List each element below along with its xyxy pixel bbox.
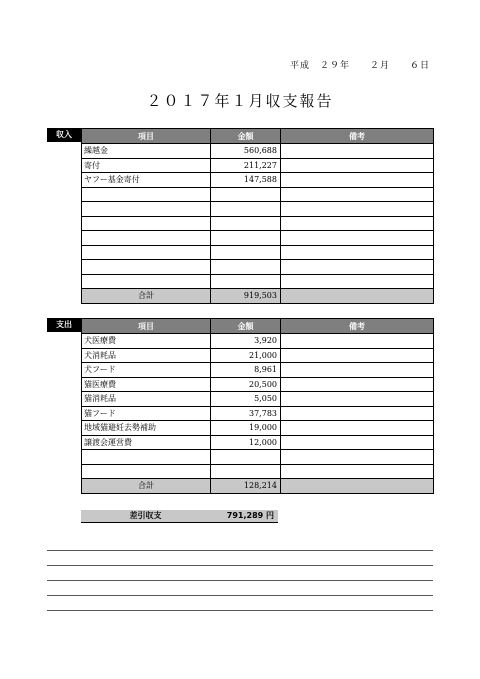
cell-item: 犬医療費 (82, 334, 211, 349)
total-amount: 919,503 (211, 289, 281, 304)
cell-note (281, 274, 434, 289)
cell-note (281, 377, 434, 392)
cell-amount: 147,588 (211, 173, 281, 188)
cell-amount: 37,783 (211, 406, 281, 421)
cell-item: 地域猫避妊去勢補助 (82, 421, 211, 436)
header-amount: 金額 (211, 319, 281, 334)
total-note (281, 479, 434, 494)
total-label: 合計 (82, 289, 211, 304)
table-row (82, 260, 434, 275)
table-row (82, 144, 434, 159)
net-balance-value: 791,289 円 (226, 511, 274, 520)
cell-note (281, 231, 434, 246)
report-date: 平成 ２９年 ２月 ６日 (289, 61, 430, 71)
table-row (82, 421, 434, 436)
header-item: 項目 (82, 129, 211, 144)
cell-item: 犬フード (82, 363, 211, 378)
table-row (82, 406, 434, 421)
cell-item: 犬消耗品 (82, 348, 211, 363)
table-row (82, 392, 434, 407)
cell-amount: 5,050 (211, 392, 281, 407)
table-row (82, 158, 434, 173)
cell-note (281, 406, 434, 421)
cell-amount: 12,000 (211, 435, 281, 450)
income-header-row (82, 129, 434, 144)
cell-amount (211, 260, 281, 275)
income-section-label: 収入 (47, 128, 81, 142)
cell-note (281, 144, 434, 159)
note-line (47, 595, 433, 596)
cell-note (281, 245, 434, 260)
cell-amount (211, 202, 281, 217)
cell-item: 寄付 (82, 158, 211, 173)
note-line (47, 610, 433, 611)
header-item: 項目 (82, 319, 211, 334)
total-note (281, 289, 434, 304)
cell-amount (211, 450, 281, 465)
cell-amount: 211,227 (211, 158, 281, 173)
header-note: 備考 (281, 319, 434, 334)
table-row (82, 450, 434, 465)
cell-item (82, 274, 211, 289)
cell-item: 譲渡会運営費 (82, 435, 211, 450)
cell-item (82, 202, 211, 217)
cell-note (281, 450, 434, 465)
cell-amount: 19,000 (211, 421, 281, 436)
net-balance-bar (81, 510, 278, 523)
table-row (82, 377, 434, 392)
total-row (82, 289, 434, 304)
cell-note (281, 187, 434, 202)
note-line (47, 565, 433, 566)
cell-amount (211, 231, 281, 246)
cell-item (82, 450, 211, 465)
cell-note (281, 435, 434, 450)
cell-note (281, 202, 434, 217)
table-row (82, 348, 434, 363)
cell-note (281, 334, 434, 349)
cell-note (281, 421, 434, 436)
cell-item: ヤフー基金寄付 (82, 173, 211, 188)
cell-note (281, 158, 434, 173)
table-row (82, 187, 434, 202)
table-row (82, 216, 434, 231)
total-row (82, 479, 434, 494)
cell-item (82, 260, 211, 275)
table-row (82, 202, 434, 217)
note-line (47, 580, 433, 581)
report-title: ２０１７年１月収支報告 (146, 92, 334, 110)
expense-table (81, 318, 434, 494)
table-row (82, 464, 434, 479)
cell-amount: 8,961 (211, 363, 281, 378)
cell-amount: 560,688 (211, 144, 281, 159)
cell-amount (211, 245, 281, 260)
table-row (82, 173, 434, 188)
table-row (82, 231, 434, 246)
cell-amount (211, 216, 281, 231)
cell-item (82, 464, 211, 479)
expense-header-row (82, 319, 434, 334)
header-amount: 金額 (211, 129, 281, 144)
total-label: 合計 (82, 479, 211, 494)
cell-note (281, 363, 434, 378)
cell-amount (211, 274, 281, 289)
cell-amount: 3,920 (211, 334, 281, 349)
cell-note (281, 464, 434, 479)
cell-note (281, 173, 434, 188)
cell-amount: 20,500 (211, 377, 281, 392)
cell-note (281, 392, 434, 407)
cell-item (82, 231, 211, 246)
table-row (82, 274, 434, 289)
cell-item: 繰越金 (82, 144, 211, 159)
expense-section-label: 支出 (47, 318, 81, 332)
header-note: 備考 (281, 129, 434, 144)
cell-item: 猫フード (82, 406, 211, 421)
cell-item: 猫医療費 (82, 377, 211, 392)
cell-amount (211, 464, 281, 479)
cell-item (82, 245, 211, 260)
cell-note (281, 216, 434, 231)
table-row (82, 363, 434, 378)
cell-amount: 21,000 (211, 348, 281, 363)
table-row (82, 334, 434, 349)
cell-item: 猫消耗品 (82, 392, 211, 407)
table-row (82, 245, 434, 260)
cell-amount (211, 187, 281, 202)
cell-item (82, 187, 211, 202)
note-line (47, 550, 433, 551)
cell-item (82, 216, 211, 231)
table-row (82, 435, 434, 450)
income-table (81, 128, 434, 304)
cell-note (281, 348, 434, 363)
cell-note (281, 260, 434, 275)
total-amount: 128,214 (211, 479, 281, 494)
net-balance-label: 差引収支 (129, 511, 162, 520)
